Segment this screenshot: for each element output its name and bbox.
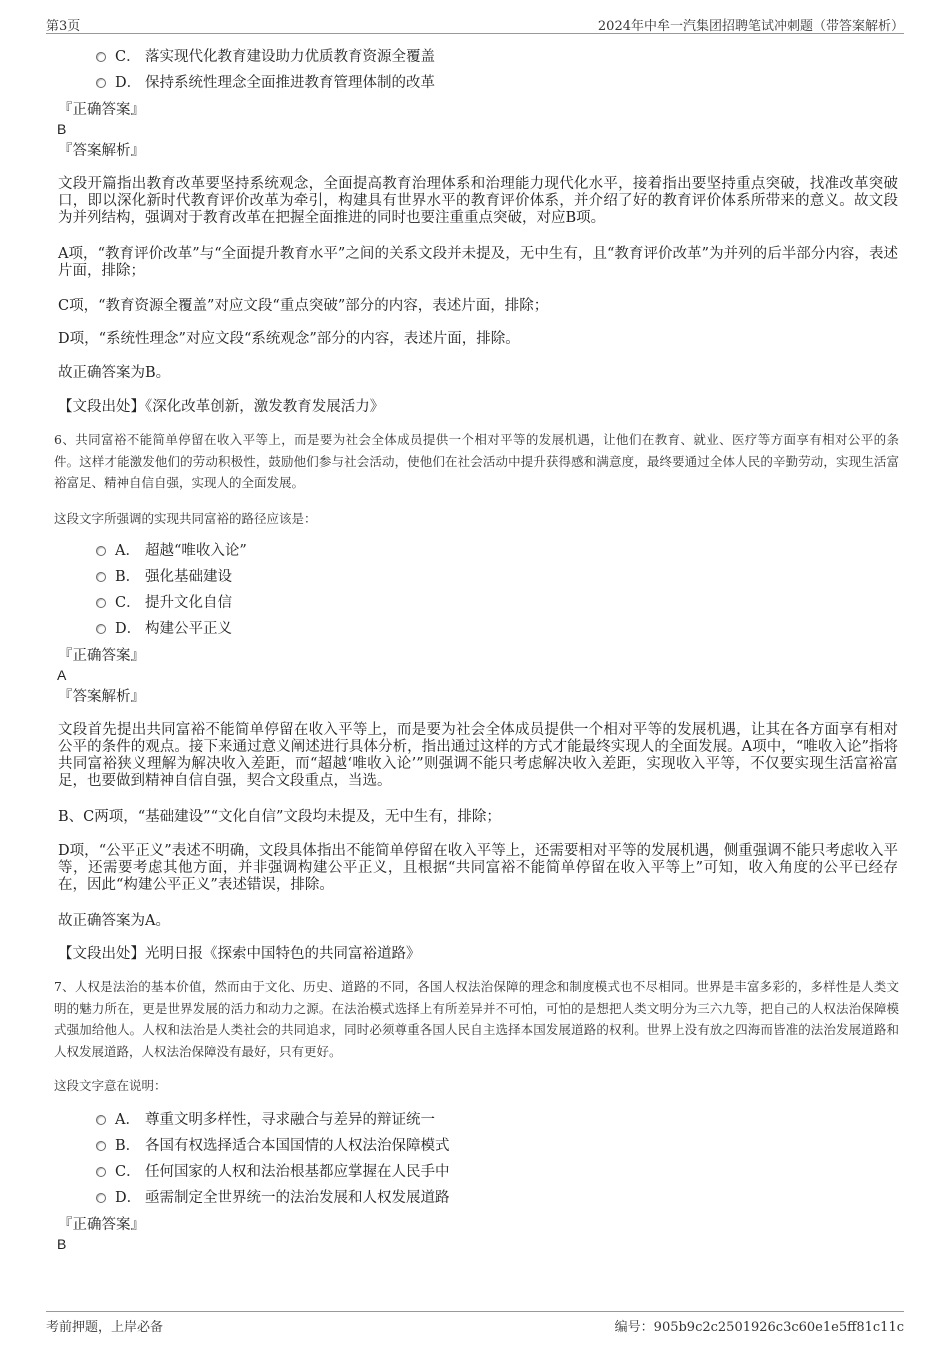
q6-analysis-bc: B、C两项，“基础建设”“文化自信”文段均未提及，无中生有，排除； <box>58 809 501 825</box>
q6-option-b[interactable]: B． 强化基础建设 <box>96 567 232 587</box>
radio-icon[interactable] <box>96 1167 106 1177</box>
q7-answer: B <box>57 1236 67 1252</box>
radio-icon[interactable] <box>96 546 106 556</box>
q5-analysis-c: C项，“教育资源全覆盖”对应文段“重点突破”部分的内容，表述片面，排除； <box>58 298 549 314</box>
radio-icon[interactable] <box>96 78 106 88</box>
q7-option-c[interactable]: C． 任何国家的人权和法治根基都应掌握在人民手中 <box>96 1162 450 1182</box>
q6-conclusion: 故正确答案为A。 <box>58 913 170 929</box>
q6-source: 【文段出处】光明日报《探索中国特色的共同富裕道路》 <box>58 946 421 962</box>
correct-answer-label: 『正确答案』 <box>58 102 145 118</box>
radio-icon[interactable] <box>96 1141 106 1151</box>
q7-option-b[interactable]: B． 各国有权选择适合本国国情的人权法治保障模式 <box>96 1136 450 1156</box>
q5-analysis-a: A项，“教育评价改革”与“全面提升教育水平”之间的关系文段并未提及，无中生有，且“教育评价改革”为并列的后半部分内容，表述片面，排除； <box>58 246 898 279</box>
radio-icon[interactable] <box>96 624 106 634</box>
document-code: 编号：905b9c2c2501926c3c60e1e5ff81c11c <box>614 1320 904 1335</box>
q6-option-d[interactable]: D． 构建公平正义 <box>96 619 232 639</box>
q7-option-a[interactable]: A． 尊重文明多样性，寻求融合与差异的辩证统一 <box>96 1110 435 1130</box>
q6-analysis-d: D项，“公平正义”表述不明确，文段具体指出不能简单停留在收入平等上，还需要相对平等的发展机遇，侧重强调不能只考虑收入平等，还需要考虑其他方面，并非强调构建公平正义，且根据“共同富裕不能简单停留在收入平等上”可知，收入角度的公平已经存在，因此“构建公平正义”表述错误，排除。 <box>58 843 898 893</box>
q6-option-a[interactable]: A． 超越“唯收入论” <box>96 541 247 561</box>
q5-source: 【文段出处】《深化改革创新，激发教育发展活力》 <box>58 399 385 415</box>
correct-answer-label: 『正确答案』 <box>58 1217 145 1233</box>
q5-analysis-d: D项，“系统性理念”对应文段“系统观念”部分的内容，表述片面，排除。 <box>58 331 520 347</box>
q5-analysis-main: 文段开篇指出教育改革要坚持系统观念，全面提高教育治理体系和治理能力现代化水平，接着指出要坚持重点突破，找准改革突破口，即以深化新时代教育评价改革为牵引，构建具有世界水平的教育评价体系，并介绍了好的教育评价体系所带来的意义。故文段为并列结构，强调对于教育改革在把握全面推进的同时也要注重重点突破，对应B项。 <box>58 176 898 226</box>
q5-conclusion: 故正确答案为B。 <box>58 365 171 381</box>
q6-stem: 6、共同富裕不能简单停留在收入平等上，而是要为社会全体成员提供一个相对平等的发展机遇，让他们在教育、就业、医疗等方面享有相对公平的条件。这样才能激发他们的劳动积极性，鼓励他们参与社会活动，使他们在社会活动中提升获得感和满意度，最终要通过全体人民的辛勤劳动，实现生活富裕富足、精神自信自强，实现人的全面发展。 <box>54 432 899 490</box>
analysis-label: 『答案解析』 <box>58 689 145 705</box>
radio-icon[interactable] <box>96 572 106 582</box>
radio-icon[interactable] <box>96 598 106 608</box>
q5-option-d[interactable]: D． 保持系统性理念全面推进教育管理体制的改革 <box>96 73 435 93</box>
page-footer <box>46 1311 904 1334</box>
document-title: 2024年中牟一汽集团招聘笔试冲刺题（带答案解析） <box>597 19 904 34</box>
radio-icon[interactable] <box>96 1193 106 1203</box>
q5-option-c[interactable]: C． 落实现代化教育建设助力优质教育资源全覆盖 <box>96 47 435 67</box>
q6-answer: A <box>57 667 67 683</box>
q6-analysis-main: 文段首先提出共同富裕不能简单停留在收入平等上，而是要为社会全体成员提供一个相对平等的发展机遇，让其在各方面享有相对公平的条件的观点。接下来通过意义阐述进行具体分析，指出通过这样的方式才能最终实现人的全面发展。A项中，“唯收入论”指将共同富裕狭义理解为解决收入差距，而“超越‘唯收入论’”则强调不能只考虑解决收入差距，实现收入平等，不仅要实现生活富裕富足，也要做到精神自信自强，契合文段重点，当选。 <box>58 722 898 789</box>
q7-option-d[interactable]: D． 亟需制定全世界统一的法治发展和人权发展道路 <box>96 1188 450 1208</box>
q7-prompt: 这段文字意在说明： <box>54 1078 167 1093</box>
page-header <box>46 13 904 34</box>
correct-answer-label: 『正确答案』 <box>58 648 145 664</box>
q6-prompt: 这段文字所强调的实现共同富裕的路径应该是： <box>54 511 317 526</box>
q6-option-c[interactable]: C． 提升文化自信 <box>96 593 232 613</box>
analysis-label: 『答案解析』 <box>58 143 145 159</box>
footer-slogan: 考前押题，上岸必备 <box>46 1320 164 1335</box>
radio-icon[interactable] <box>96 52 106 62</box>
q7-stem: 7、人权是法治的基本价值，然而由于文化、历史、道路的不同，各国人权法治保障的理念和制度模式也不尽相同。世界是丰富多彩的，多样性是人类文明的魅力所在，更是世界发展的活力和动力之源。在法治模式选择上有所差异并不可怕，可怕的是想把人类文明分为三六九等，把自己的人权法治保障模式强加给他人。人权和法治是人类社会的共同追求，同时必须尊重各国人民自主选择本国发展道路的权利。世界上没有放之四海而皆准的法治发展道路和人权发展道路，人权法治保障没有最好，只有更好。 <box>54 979 899 1059</box>
q5-answer: B <box>57 121 67 137</box>
radio-icon[interactable] <box>96 1115 106 1125</box>
page-number: 第3页 <box>46 19 81 34</box>
